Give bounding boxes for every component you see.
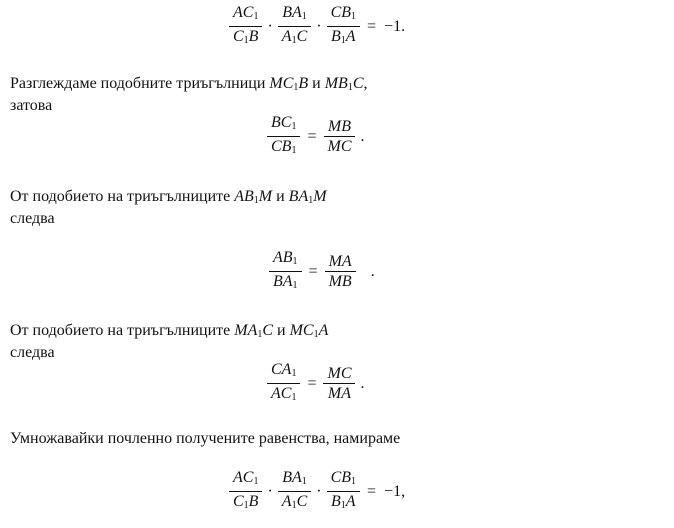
equation-1: $\frac{BC_1}{CB_1}$ = $\frac{MB}{MC}$ .: [264, 114, 366, 159]
fraction-ba1-a1c: $\frac{BA_1}{A_1C}$: [278, 4, 311, 49]
fraction-mc-ma: $\frac{MC}{MA}$: [323, 365, 355, 402]
paragraph-1-line-2: затова: [10, 97, 53, 114]
fraction-cb1-b1a-bottom: $\frac{CB_1}{B_1A}$: [327, 469, 360, 514]
top-equation: $\frac{AC_1}{C_1B}$ · $\frac{BA_1}{A_1C}$ · $\frac{CB_1}{B_1A}$ = −1.: [226, 4, 409, 49]
paragraph-2: От подобието на триъгълниците $AB_1M$ и $BA_1M$: [10, 188, 327, 206]
fraction-ac1-c1b-bottom: $\frac{AC_1}{C_1B}$: [229, 469, 262, 514]
fraction-cb1-b1a: $\frac{CB_1}{B_1A}$: [327, 4, 360, 49]
fraction-ab1-ba1: $\frac{AB_1}{BA_1}$: [269, 249, 302, 294]
fraction-ac1-c1b: $\frac{AC_1}{C_1B}$: [229, 4, 262, 49]
bottom-equation: $\frac{AC_1}{C_1B}$ · $\frac{BA_1}{A_1C}$ · $\frac{CB_1}{B_1A}$ = −1,: [226, 469, 409, 514]
paragraph-1: Разглеждаме подобните триъгълници $MC_1B$ и $MB_1C$,: [10, 75, 368, 93]
fraction-mb-mc: $\frac{MB}{MC}$: [323, 118, 355, 155]
paragraph-4: Умножавайки почленно получените равенства, намираме: [10, 430, 401, 447]
paragraph-3: От подобието на триъгълниците $MA_1C$ и $MC_1A$: [10, 322, 329, 340]
fraction-ca1-ac1: $\frac{CA_1}{AC_1}$: [267, 361, 300, 406]
fraction-ma-mb: $\frac{MA}{MB}$: [325, 253, 356, 290]
fraction-bc1-cb1: $\frac{BC_1}{CB_1}$: [267, 114, 300, 159]
equation-2: $\frac{AB_1}{BA_1}$ = $\frac{MA}{MB}$ .: [266, 249, 377, 294]
paragraph-3-line-2: следва: [10, 344, 55, 361]
fraction-ba1-a1c-bottom: $\frac{BA_1}{A_1C}$: [278, 469, 311, 514]
equation-3: $\frac{CA_1}{AC_1}$ = $\frac{MC}{MA}$ .: [264, 361, 366, 406]
paragraph-2-line-2: следва: [10, 210, 55, 227]
